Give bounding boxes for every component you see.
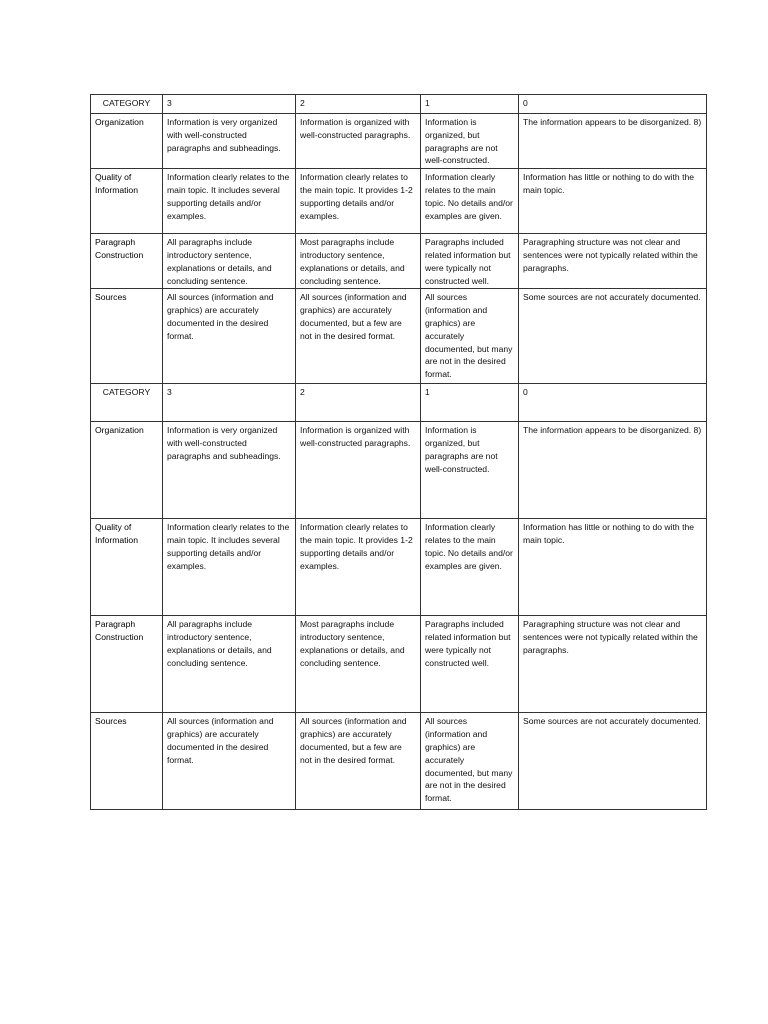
- cell-score-3: All paragraphs include introductory sentence, explanations or details, and concluding sentence.: [163, 234, 296, 289]
- cell-score-1: All sources (information and graphics) are accurately documented, but many are not in the desired format.: [421, 289, 519, 384]
- cell-score-0: The information appears to be disorganized. 8): [519, 422, 707, 519]
- cell-score-2: All sources (information and graphics) are accurately documented, but a few are not in the desired format.: [296, 713, 421, 810]
- cell-score-0: Paragraphing structure was not clear and sentences were not typically related within the paragraphs.: [519, 234, 707, 289]
- row-category: Quality of Information: [91, 519, 163, 616]
- cell-score-3: All paragraphs include introductory sentence, explanations or details, and concluding sentence.: [163, 616, 296, 713]
- table-row: [91, 616, 707, 713]
- cell-score-3: Information is very organized with well-constructed paragraphs and subheadings.: [163, 422, 296, 519]
- header-score-1: 1: [421, 384, 519, 422]
- row-category: Organization: [91, 114, 163, 169]
- row-category: Paragraph Construction: [91, 234, 163, 289]
- table-row: [91, 234, 707, 289]
- row-category: Paragraph Construction: [91, 616, 163, 713]
- cell-score-3: Information clearly relates to the main topic. It includes several supporting details and/or examples.: [163, 169, 296, 234]
- cell-score-1: Information clearly relates to the main topic. No details and/or examples are given.: [421, 169, 519, 234]
- cell-score-2: All sources (information and graphics) are accurately documented, but a few are not in the desired format.: [296, 289, 421, 384]
- cell-score-0: Some sources are not accurately documented.: [519, 713, 707, 810]
- table-row: [91, 422, 707, 519]
- header-score-0: 0: [519, 384, 707, 422]
- header-row: [91, 384, 707, 422]
- cell-score-0: Paragraphing structure was not clear and sentences were not typically related within the paragraphs.: [519, 616, 707, 713]
- header-score-2: 2: [296, 95, 421, 114]
- cell-score-0: The information appears to be disorganized. 8): [519, 114, 707, 169]
- table-row: [91, 713, 707, 810]
- cell-score-3: Information clearly relates to the main topic. It includes several supporting details and/or examples.: [163, 519, 296, 616]
- cell-score-1: Information is organized, but paragraphs are not well-constructed.: [421, 114, 519, 169]
- cell-score-2: Most paragraphs include introductory sentence, explanations or details, and concluding sentence.: [296, 234, 421, 289]
- rubric-table: [90, 94, 707, 810]
- cell-score-2: Information is organized with well-constructed paragraphs.: [296, 422, 421, 519]
- header-score-1: 1: [421, 95, 519, 114]
- row-category: Sources: [91, 289, 163, 384]
- cell-score-3: All sources (information and graphics) are accurately documented in the desired format.: [163, 713, 296, 810]
- cell-score-0: Information has little or nothing to do with the main topic.: [519, 169, 707, 234]
- cell-score-1: Paragraphs included related information but were typically not constructed well.: [421, 616, 519, 713]
- row-category: Organization: [91, 422, 163, 519]
- cell-score-1: Information is organized, but paragraphs are not well-constructed.: [421, 422, 519, 519]
- table-row: [91, 519, 707, 616]
- cell-score-2: Information clearly relates to the main topic. It provides 1-2 supporting details and/or examples.: [296, 169, 421, 234]
- cell-score-2: Information clearly relates to the main topic. It provides 1-2 supporting details and/or examples.: [296, 519, 421, 616]
- table-row: [91, 169, 707, 234]
- row-category: Quality of Information: [91, 169, 163, 234]
- header-score-3: 3: [163, 384, 296, 422]
- cell-score-1: All sources (information and graphics) are accurately documented, but many are not in the desired format.: [421, 713, 519, 810]
- cell-score-2: Most paragraphs include introductory sentence, explanations or details, and concluding sentence.: [296, 616, 421, 713]
- table-row: [91, 289, 707, 384]
- cell-score-3: All sources (information and graphics) are accurately documented in the desired format.: [163, 289, 296, 384]
- cell-score-1: Paragraphs included related information but were typically not constructed well.: [421, 234, 519, 289]
- header-category: CATEGORY: [91, 384, 163, 422]
- cell-score-1: Information clearly relates to the main topic. No details and/or examples are given.: [421, 519, 519, 616]
- row-category: Sources: [91, 713, 163, 810]
- cell-score-0: Some sources are not accurately documented.: [519, 289, 707, 384]
- cell-score-0: Information has little or nothing to do with the main topic.: [519, 519, 707, 616]
- header-row: [91, 95, 707, 114]
- header-score-2: 2: [296, 384, 421, 422]
- header-score-3: 3: [163, 95, 296, 114]
- cell-score-3: Information is very organized with well-constructed paragraphs and subheadings.: [163, 114, 296, 169]
- header-category: CATEGORY: [91, 95, 163, 114]
- table-row: [91, 114, 707, 169]
- cell-score-2: Information is organized with well-constructed paragraphs.: [296, 114, 421, 169]
- header-score-0: 0: [519, 95, 707, 114]
